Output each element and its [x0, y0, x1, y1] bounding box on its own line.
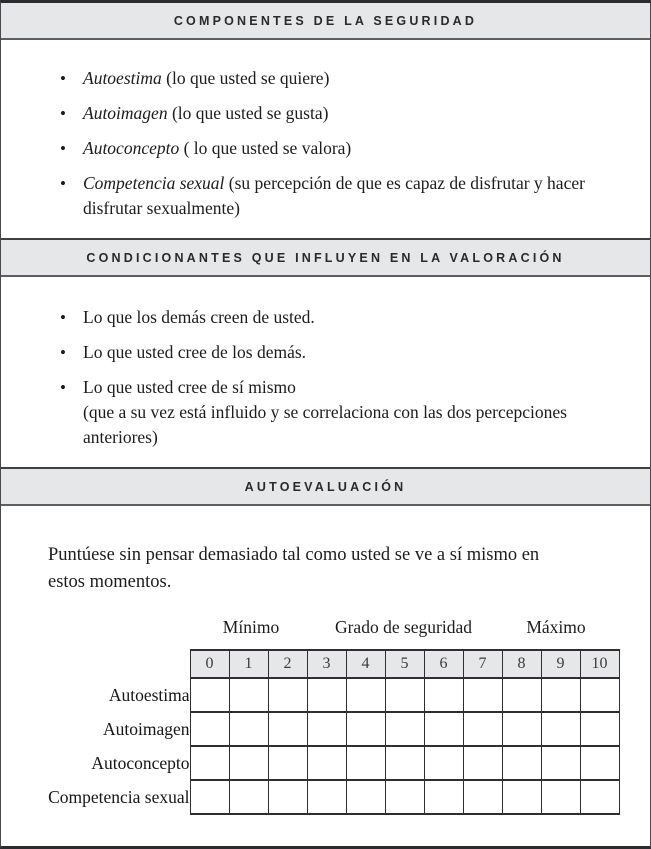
score-cell[interactable]	[580, 678, 619, 712]
score-cell[interactable]	[502, 712, 541, 746]
score-cell[interactable]	[385, 678, 424, 712]
score-cell[interactable]	[307, 712, 346, 746]
scale-mid-label: Grado de seguridad	[334, 617, 473, 637]
score-table-header-row	[1, 650, 619, 678]
column-header: 3	[307, 650, 346, 678]
column-header: 1	[229, 650, 268, 678]
score-cell[interactable]	[190, 712, 229, 746]
score-cell[interactable]	[268, 678, 307, 712]
score-cell[interactable]	[541, 780, 580, 814]
row-label: Autoestima	[108, 684, 190, 705]
term-description: (lo que usted se gusta)	[167, 103, 329, 123]
section-header-autoevaluacion-label: AUTOEVALUACIÓN	[244, 479, 407, 494]
bullet-text: • Lo que usted cree de sí mismo	[83, 377, 296, 397]
score-cell[interactable]	[229, 746, 268, 780]
score-cell[interactable]	[307, 678, 346, 712]
scale-min-label: Mínimo	[222, 617, 280, 637]
score-cell[interactable]	[190, 678, 229, 712]
score-cell[interactable]	[463, 712, 502, 746]
row-label: Competencia sexual	[48, 786, 190, 807]
score-cell[interactable]	[502, 780, 541, 814]
bullet-text: • Lo que los demás creen de usted.	[83, 307, 315, 327]
bullet-text-wrap: (que a su vez está influido y se correlaciona con las dos percepciones	[83, 402, 567, 422]
scale-captions	[190, 617, 617, 638]
term-line-1	[83, 171, 622, 196]
score-cell[interactable]	[268, 746, 307, 780]
score-cell[interactable]	[385, 746, 424, 780]
score-cell[interactable]	[268, 712, 307, 746]
term-line-2: disfrutar sexualmente)	[83, 198, 240, 218]
list-item	[1, 136, 650, 161]
score-cell[interactable]	[502, 746, 541, 780]
score-cell[interactable]	[385, 712, 424, 746]
section-header-componentes-label: COMPONENTES DE LA SEGURIDAD	[173, 13, 478, 28]
table-row	[1, 780, 619, 814]
section-autoevaluacion	[1, 542, 650, 849]
score-cell[interactable]	[190, 780, 229, 814]
column-header: 2	[268, 650, 307, 678]
term-description: (su percepción de que es capaz de disfrutar y hacer	[224, 173, 585, 193]
componentes-list	[1, 66, 650, 221]
autoevaluacion-instructions	[48, 542, 622, 596]
row-label: Autoconcepto	[91, 752, 190, 773]
section-header-autoevaluacion	[1, 467, 650, 506]
score-cell[interactable]	[541, 712, 580, 746]
section-header-condicionantes-label: CONDICIONANTES QUE INFLUYEN EN LA VALORACIÓN	[86, 250, 565, 265]
list-item	[1, 171, 650, 221]
scale-max-label: Máximo	[526, 617, 586, 637]
row-label: Autoimagen	[102, 718, 190, 739]
table-row	[1, 746, 619, 780]
list-item	[1, 305, 650, 330]
column-header: 9	[541, 650, 580, 678]
column-header: 0	[190, 650, 229, 678]
score-cell[interactable]	[424, 746, 463, 780]
section-componentes	[1, 40, 650, 238]
score-cell[interactable]	[580, 780, 619, 814]
score-cell[interactable]	[385, 780, 424, 814]
column-header: 8	[502, 650, 541, 678]
score-cell[interactable]	[346, 746, 385, 780]
list-item	[1, 340, 650, 365]
score-cell[interactable]	[346, 712, 385, 746]
score-cell[interactable]	[580, 746, 619, 780]
score-cell[interactable]	[268, 780, 307, 814]
score-cell[interactable]	[229, 780, 268, 814]
score-cell[interactable]	[229, 712, 268, 746]
column-header: 4	[346, 650, 385, 678]
score-cell[interactable]	[463, 780, 502, 814]
column-header: 7	[463, 650, 502, 678]
score-cell[interactable]	[307, 780, 346, 814]
score-cell[interactable]	[463, 678, 502, 712]
term-description: (lo que usted se quiere)	[161, 68, 330, 88]
score-cell[interactable]	[424, 780, 463, 814]
condicionantes-list	[1, 305, 650, 450]
score-cell[interactable]	[424, 678, 463, 712]
score-cell[interactable]	[541, 678, 580, 712]
column-header: 6	[424, 650, 463, 678]
column-header: 5	[385, 650, 424, 678]
term-text: Autoconcepto	[83, 138, 180, 158]
column-header: 10	[580, 650, 619, 678]
table-row	[1, 678, 619, 712]
score-cell[interactable]	[190, 746, 229, 780]
instructions-line-1: Puntúese sin pensar demasiado tal como usted se ve a sí mismo en	[48, 545, 540, 565]
score-cell[interactable]	[463, 746, 502, 780]
list-item	[1, 66, 650, 91]
score-cell[interactable]	[346, 780, 385, 814]
section-header-componentes	[1, 3, 650, 40]
term-description: ( lo que usted se valora)	[179, 138, 352, 158]
bullet-text: • Lo que usted cree de los demás.	[83, 342, 307, 362]
score-cell[interactable]	[424, 712, 463, 746]
term-text: Autoimagen	[83, 103, 168, 123]
score-cell[interactable]	[229, 678, 268, 712]
score-cell[interactable]	[580, 712, 619, 746]
score-cell[interactable]	[502, 678, 541, 712]
score-cell[interactable]	[346, 678, 385, 712]
section-condicionantes	[1, 277, 650, 467]
score-table	[1, 649, 620, 815]
bullet-text-wrap: anteriores)	[83, 427, 158, 447]
corner-cell	[1, 650, 190, 678]
term-text: Autoestima	[83, 68, 162, 88]
instructions-line-2: estos momentos.	[48, 572, 172, 592]
term-text: Competencia sexual	[83, 173, 225, 193]
list-item	[1, 375, 650, 450]
score-cell[interactable]	[541, 746, 580, 780]
list-item	[1, 101, 650, 126]
section-header-condicionantes	[1, 238, 650, 277]
table-row	[1, 712, 619, 746]
score-cell[interactable]	[307, 746, 346, 780]
